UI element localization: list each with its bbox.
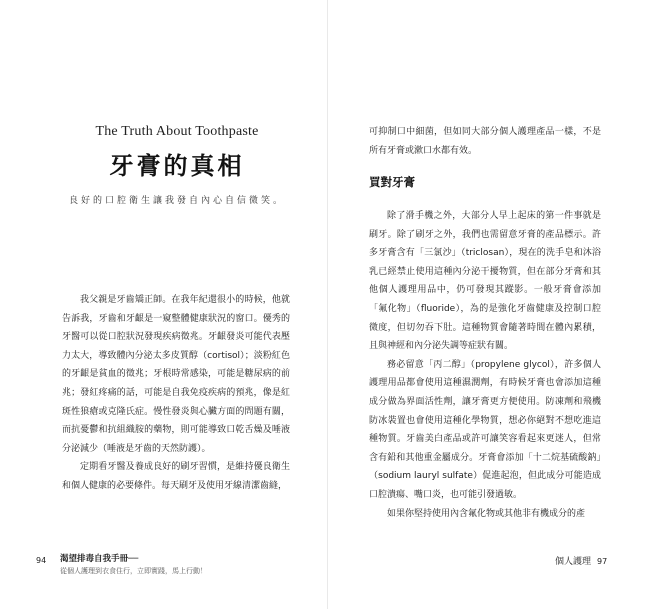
chapter-subtitle: 良好的口腔衛生讓我發自內心自信微笑。 (68, 196, 285, 206)
left-body-text (62, 291, 290, 496)
left-page (0, 0, 327, 609)
paragraph: 務必留意「丙二醇」（propylene glycol），許多個人護理用品都會使用這種濕潤劑，有時候牙膏也會添加這種成分做為界面活性劑，讓牙膏更方便使用。防凍劑和飛機防冰裝置也會使用這種化學物質，想必你絕對不想吃進這種物質。牙齒美白產品或許可讓笑容看起來更迷人，但常含有鉛和其他重金屬成分。牙膏會添加「十二烷基硫酸鈉」（sodium lauryl sulfate）促進起泡，但此成分可能造成口腔潰瘍、嘴口炎，也可能引發過敏。 (369, 359, 601, 500)
paragraph: 如果你堅持使用內含氟化物或其他非有機成分的產 (387, 508, 586, 519)
book-subtitle: 從個人護理到衣食住行，立即實踐，馬上行動！ (60, 567, 207, 575)
page-number-left: 94 (36, 556, 47, 565)
paragraph: 除了滑手機之外，大部分人早上起床的第一件事就是刷牙。除了刷牙之外，我們也需留意牙膏的產品標示。許多牙膏含有「三氯沙」（triclosan），現在的洗手皂和沐浴乳已經禁止使用這種內分泌干擾物質，但在部分牙膏和其他個人護理用品中，仍可發現其蹤影。一般牙膏會添加「氟化物」（fluoride），為的是強化牙齒健康及控制口腔微度，但切勿吞下肚。這種物質會隨著時間在體內累積，且與神經和內分泌失調等症狀有關。 (369, 211, 601, 352)
right-top-text (369, 123, 601, 160)
page-number-right: 97 (597, 557, 608, 566)
running-footer-book (60, 552, 260, 576)
chapter-title-english: The Truth About Toothpaste (95, 124, 259, 139)
running-head-section: 個人護理 (555, 557, 592, 567)
paragraph: 可抑制口中細菌，但如同大部分個人護理產品一樣，不是所有牙膏或漱口水都有效。 (369, 127, 601, 156)
section-heading: 買對牙膏 (369, 175, 415, 189)
right-body-text (369, 207, 601, 523)
paragraph: 我父親是牙齒矯正師。在我年紀還很小的時候，他就告訴我，牙齒和牙齦是一窺整體健康狀況的窗口。優秀的牙醫可以從口腔狀況發現疾病徵兆。牙齦發炎可能代表壓力太大，導致體內分泌太多皮質醇（cortisol）；淡粉紅色的牙齦是貧血的徵兆；牙根時常感染，可能是糖尿病的前兆；發紅疼痛的話，可能是自我免疫疾病的預兆，像是紅斑性狼瘡或克隆氏症。慢性發炎與心臟方面的問題有關，而抗憂鬱和抗組織胺的藥物，則可能導致口乾舌燥及唾液分泌減少（唾液是牙齒的天然防護）。 (62, 295, 290, 454)
chapter-title-chinese: 牙膏的真相 (109, 152, 245, 180)
book-title: 渴望排毒自我手冊── (60, 554, 139, 564)
paragraph: 定期看牙醫及養成良好的刷牙習慣，是維持優良衛生和個人健康的必要條件。每天刷牙及使用牙線清潔齒縫， (62, 462, 290, 491)
running-footer-right (555, 554, 607, 567)
